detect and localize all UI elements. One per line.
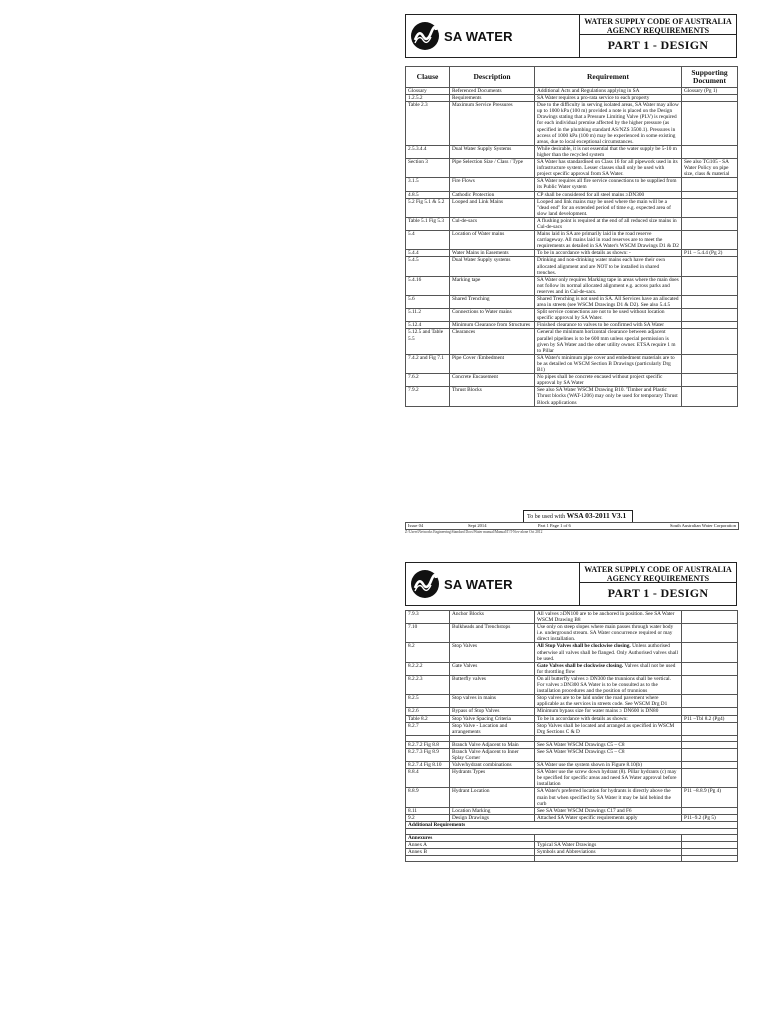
clause-cell: 8.2.5 (406, 695, 450, 708)
requirement-text: SA Water's preferred location for hydrants is directly above the main but when specified by SA Water it may be laid behind the curb (537, 788, 671, 807)
description-cell: Cul-de-sacs (450, 217, 535, 230)
description-cell: Pipe Selection Size / Class / Type (450, 159, 535, 178)
table-row (406, 276, 738, 295)
table-row (406, 322, 738, 329)
clause-cell: 8.8.9 (406, 788, 450, 807)
supporting-document-cell: See also TG105 - SA Water Policy on pipe size, class & material (682, 159, 738, 178)
additional-requirements-row (406, 821, 738, 828)
description-cell: Design Drawings (450, 814, 535, 821)
description-cell: Hydrant Location (450, 788, 535, 807)
supporting-document-cell (682, 257, 738, 276)
supporting-document-cell (682, 662, 738, 675)
table-row (406, 250, 738, 257)
supporting-document-cell: P11–9.2 (Pg 5) (682, 814, 738, 821)
supporting-document-cell (682, 387, 738, 406)
supporting-document-cell: P11 –Tbl 8.2 (Pg4) (682, 715, 738, 722)
requirement-cell (535, 231, 682, 250)
clause-cell: 5.12.5 and Table 5.5 (406, 329, 450, 354)
table-row (406, 231, 738, 250)
logo (406, 563, 580, 605)
supporting-document-cell (682, 231, 738, 250)
supporting-document-cell (682, 95, 738, 102)
clause-cell: Section 3 (406, 159, 450, 178)
requirement-cell (535, 611, 682, 624)
requirement-cell (535, 88, 682, 95)
description-cell: Looped and Link Mains (450, 198, 535, 217)
clause-cell: 9.2 (406, 814, 450, 821)
code-title: WATER SUPPLY CODE OF AUSTRALIA (584, 565, 732, 574)
table-row (406, 722, 738, 735)
logo (406, 15, 580, 57)
requirement-text: CP shall be considered for all steel mains ≥DN300 (537, 191, 645, 198)
clause-cell: 5.2 Fig 5.1 & 5.2 (406, 198, 450, 217)
requirement-cell (535, 145, 682, 158)
requirement-cell (535, 722, 682, 735)
clause-cell: 5.4.5 (406, 257, 450, 276)
requirement-text: While desirable, it is not essential that the water supply be 5-10 m higher than the recycled system (537, 145, 677, 158)
annex-doc-cell (682, 842, 738, 849)
supporting-document-cell (682, 145, 738, 158)
table-row (406, 145, 738, 158)
requirement-text: No pipes shall be concrete encased without project specific approval by SA Water (537, 374, 663, 387)
clause-cell: 8.2.2.3 (406, 675, 450, 694)
description-cell: Stop valves in mains (450, 695, 535, 708)
requirement-cell (535, 748, 682, 761)
supporting-document-cell (682, 178, 738, 191)
clause-cell: 7.4.2 and Fig 7.1 (406, 354, 450, 373)
description-cell: Marking tape (450, 276, 535, 295)
requirement-cell (535, 807, 682, 814)
use-with-label: To be used with (527, 514, 566, 520)
page-header (405, 562, 737, 606)
table-row (406, 329, 738, 354)
clause-cell: 7.6.2 (406, 374, 450, 387)
requirement-text: Use only on steep slopes where main passes through water body i.e. underground stream. SA Water concurrence required or may direct installation. (537, 624, 674, 643)
requirements-table-2 (405, 610, 738, 862)
description-cell: Fire Flows (450, 178, 535, 191)
annex-row (406, 849, 738, 856)
supporting-document-cell (682, 329, 738, 354)
supporting-document-cell (682, 217, 738, 230)
table-row (406, 309, 738, 322)
requirement-cell (535, 814, 682, 821)
description-cell: Requirements (450, 95, 535, 102)
table-row (406, 662, 738, 675)
requirement-cell (535, 95, 682, 102)
supporting-document-cell (682, 296, 738, 309)
table-header-row (406, 67, 738, 88)
description-cell: Dual Water Supply systems (450, 257, 535, 276)
requirement-text: Minimum bypass size for water mains ≥ DN600 is DN80 (537, 708, 659, 715)
use-with-code: WSA 03-2011 V3.1 (566, 511, 627, 520)
clause-cell: 8.2.2.2 (406, 662, 450, 675)
description-cell: Branch Valve Adjacent to Inner Splay Corner (450, 748, 535, 761)
supporting-document-cell: Glossary (Pg 1) (682, 88, 738, 95)
logo-text: SA WATER (444, 576, 513, 592)
annexures-row (406, 835, 738, 842)
requirement-text: Stop valves are to be laid under the road pavement where applicable as the services in streets code. See WSCM Drg D1 (537, 695, 668, 708)
document-page-1 (405, 14, 737, 534)
requirement-text: On all butterfly valves ≥ DN300 the trunnions shall be vertical. For valves ≥DN300 SA Water is to be consulted as to the installation procedures and the position of trunnions (537, 675, 671, 695)
sa-water-logo-icon (410, 569, 440, 599)
clause-cell: 7.10 (406, 624, 450, 643)
table-row (406, 788, 738, 807)
requirement-cell (535, 788, 682, 807)
description-cell: Cathodic Protection (450, 191, 535, 198)
description-cell: Pipe Cover /Embedment (450, 354, 535, 373)
description-cell: Location of Water mains (450, 231, 535, 250)
requirement-bold: All Stop Valves shall be clockwise closing. (537, 643, 631, 650)
requirement-text: See SA Water WSCM Drawings C17 and F6 (537, 807, 632, 814)
requirement-text: See SA Water WSCM Drawings C5 – C8 (537, 741, 625, 748)
clause-cell: 3.1.5 (406, 178, 450, 191)
table-row (406, 769, 738, 788)
description-cell: Branch Valve Adjacent to Main (450, 741, 535, 748)
requirement-text: Additional Acts and Regulations applying in SA (537, 88, 640, 94)
part-title: PART 1 - DESIGN (607, 586, 709, 600)
table-row (406, 296, 738, 309)
requirement-cell (535, 695, 682, 708)
annex-title-cell: Typical SA Water Drawings (535, 842, 682, 849)
table-row (406, 159, 738, 178)
description-cell: Butterfly valves (450, 675, 535, 694)
requirement-text: All valves ≥DN100 are to be anchored in position. See SA Water WSCM Drawing B8 (537, 611, 675, 624)
annex-row (406, 842, 738, 849)
requirement-text: Valves shall not be used for throttling flow (537, 662, 676, 675)
clause-cell: 5.4.16 (406, 276, 450, 295)
footer-org: South Australian Water Corporation (669, 523, 736, 528)
footer-date: Sept 2014 (468, 523, 487, 528)
agency-title: AGENCY REQUIREMENTS (606, 574, 710, 583)
description-cell: Clearances (450, 329, 535, 354)
requirement-text: Shared Trenching is not used in SA. All Services have an allocated area in streets (see WSCM Drawings D1 & D2). See also 5.4.5 (537, 296, 679, 309)
annex-clause-cell: Annex B (406, 849, 535, 856)
clause-cell: 5.11.2 (406, 309, 450, 322)
requirement-text: SA Water's minimum pipe cover and embedment materials are to be as detailed on WSCM Section B Drawings (particularly Drg B1) (537, 354, 675, 374)
footer-issue: Issue 04 (408, 523, 424, 528)
table-row (406, 95, 738, 102)
requirement-text: SA Water only requires Marking tape in areas where the main does not follow its normal allocated alignment e.g. across parks and reserves and in Cul-de-sacs. (537, 276, 679, 295)
supporting-document-cell (682, 354, 738, 373)
clause-cell: 7.9.3 (406, 611, 450, 624)
clause-cell: 5.6 (406, 296, 450, 309)
requirements-table-1 (405, 66, 738, 407)
supporting-document-cell (682, 748, 738, 761)
clause-cell: 8.2.6 (406, 708, 450, 715)
supporting-document-cell (682, 198, 738, 217)
supporting-document-cell (682, 769, 738, 788)
supporting-document-cell (682, 322, 738, 329)
clause-cell: 7.9.2 (406, 387, 450, 406)
requirement-cell (535, 354, 682, 373)
requirement-cell (535, 191, 682, 198)
clause-cell: Table 8.2 (406, 715, 450, 722)
description-cell: Shared Trenching (450, 296, 535, 309)
requirement-cell (535, 387, 682, 406)
annex-title-cell: Symbols and Abbreviations (535, 849, 682, 856)
part-title: PART 1 - DESIGN (607, 38, 709, 52)
requirement-text: Attached SA Water specific requirements apply (537, 814, 638, 821)
requirement-text: SA Water requires all fire service connections to be supplied from its Public Water system (537, 178, 677, 191)
requirement-text: Stop Valves shall be located and arranged as specified in WSCM Drg Sections C & D (537, 722, 675, 735)
requirement-text: Drinking and non-drinking water mains each have their own allocated alignment and are NOT to be installed in shared trenches. (537, 257, 665, 276)
page-footer (405, 522, 739, 530)
requirement-text: A flushing point is required at the end of all reduced size mains in Cul-de-sacs (537, 217, 677, 230)
logo-text: SA WATER (444, 28, 513, 44)
supporting-document-cell (682, 762, 738, 769)
requirement-cell (535, 762, 682, 769)
description-cell: Dual Water Supply Systems (450, 145, 535, 158)
requirement-cell (535, 708, 682, 715)
requirement-cell (535, 329, 682, 354)
description-cell: Minimum Clearance from Structures (450, 322, 535, 329)
annex-doc-cell (682, 849, 738, 856)
description-cell: Location Marking (450, 807, 535, 814)
table-row (406, 217, 738, 230)
requirement-text: Looped and link mains may be used where the main will be a "dead end" for an extended period of time e.g. expected area of slow land development. (537, 198, 671, 217)
requirement-cell (535, 217, 682, 230)
supporting-document-cell: P11 –8.8.9 (Pg 4) (682, 788, 738, 807)
supporting-document-cell (682, 708, 738, 715)
requirement-text: To be in accordance with details as shown: - (537, 250, 631, 257)
requirement-cell (535, 675, 682, 694)
footer-page: Part 1 Page 1 of 6 (538, 523, 571, 528)
table-row (406, 807, 738, 814)
description-cell: Hydrants Types (450, 769, 535, 788)
supporting-document-cell (682, 675, 738, 694)
requirement-text: SA Water has standardised on Class 16 for all pipework used in its infrastructure system. Lesser classes shall only be used with project specific approval from SA Water. (537, 159, 678, 178)
requirement-cell (535, 250, 682, 257)
table-row (406, 257, 738, 276)
supporting-document-cell (682, 309, 738, 322)
agency-title: AGENCY REQUIREMENTS (606, 26, 710, 35)
table-row (406, 191, 738, 198)
supporting-document-cell (682, 741, 738, 748)
requirement-cell (535, 296, 682, 309)
table-row (406, 624, 738, 643)
clause-cell: 8.2.7 (406, 722, 450, 735)
description-cell: Stop Valve - Location and arrangements (450, 722, 535, 735)
clause-cell: 5.12.4 (406, 322, 450, 329)
table-row (406, 198, 738, 217)
table-row (406, 387, 738, 406)
clause-cell: Table 5.1 Fig 5.3 (406, 217, 450, 230)
table-row (406, 374, 738, 387)
clause-cell: 1.2.5.2 (406, 95, 450, 102)
table-row (406, 178, 738, 191)
supporting-document-cell: P11 – 5.4.4 (Pg 2) (682, 250, 738, 257)
sa-water-logo-icon (410, 21, 440, 51)
supporting-document-cell (682, 611, 738, 624)
requirement-cell (535, 769, 682, 788)
requirement-cell (535, 624, 682, 643)
clause-cell: Table 2.3 (406, 102, 450, 146)
supporting-document-cell (682, 102, 738, 146)
clause-cell: 8.2.7.3 Fig 8.9 (406, 748, 450, 761)
description-cell: Connections to Water mains (450, 309, 535, 322)
requirement-text: SA Water use the system shown in Figure 8.10(b) (537, 762, 642, 769)
document-page-2 (405, 562, 737, 862)
table-row (406, 708, 738, 715)
description-cell: Concrete Encasement (450, 374, 535, 387)
file-path: Z:\Users\Networks Engineering\Standard Docs\Water manual\Manual\T\T-Nov-alone Oct 2012 (405, 530, 543, 534)
requirement-text: See SA Water WSCM Drawings C5 – C8 (537, 748, 625, 755)
col-requirement: Requirement (535, 67, 682, 88)
description-cell: Valve/hydrant combinations (450, 762, 535, 769)
page-header (405, 14, 737, 58)
code-title: WATER SUPPLY CODE OF AUSTRALIA (584, 17, 732, 26)
annexures-heading: Annexures (406, 835, 535, 842)
requirement-cell (535, 276, 682, 295)
description-cell: Stop Valves (450, 643, 535, 662)
table-row (406, 675, 738, 694)
supporting-document-cell (682, 695, 738, 708)
description-cell: Anchor Blocks (450, 611, 535, 624)
description-cell: Maximum Service Pressures (450, 102, 535, 146)
requirement-bold: Gate Valves shall be clockwise closing. (537, 662, 624, 669)
table-row (406, 354, 738, 373)
table-row (406, 741, 738, 748)
requirement-cell (535, 643, 682, 662)
requirement-cell (535, 322, 682, 329)
clause-cell: 2.5.3.4.4 (406, 145, 450, 158)
clause-cell: 8.2 (406, 643, 450, 662)
requirement-text: General the minimum horizontal clearance between adjacent parallel pipelines is to be 600 mm unless special permission is given by SA Water and the other utility owner. ETSA require 1 m to Pillar (537, 329, 676, 354)
supporting-document-cell (682, 191, 738, 198)
requirement-text: To be in accordance with details as shown: (537, 715, 628, 722)
table-row (406, 748, 738, 761)
description-cell: Stop Valve Spacing Criteria (450, 715, 535, 722)
table-row (406, 695, 738, 708)
col-description: Description (450, 67, 535, 88)
table-row (406, 715, 738, 722)
requirement-cell (535, 257, 682, 276)
description-cell: Bulkheads and Trenchstops (450, 624, 535, 643)
requirement-cell (535, 662, 682, 675)
supporting-document-cell (682, 276, 738, 295)
description-cell: Thrust Blocks (450, 387, 535, 406)
table-row (406, 88, 738, 95)
clause-cell: 5.4 (406, 231, 450, 250)
table-row (406, 611, 738, 624)
col-supporting-document: Supporting Document (682, 67, 738, 88)
requirement-text: Split service connections are not to be used without location specific approval by SA Water. (537, 309, 665, 322)
requirement-cell (535, 715, 682, 722)
table-row (406, 643, 738, 662)
supporting-document-cell (682, 374, 738, 387)
supporting-document-cell (682, 722, 738, 735)
table-row (406, 814, 738, 821)
clause-cell: 8.2.7.2 Fig 8.8 (406, 741, 450, 748)
requirement-cell (535, 159, 682, 178)
table-row (406, 102, 738, 146)
requirement-cell (535, 178, 682, 191)
supporting-document-cell (682, 643, 738, 662)
requirement-text: Mains laid in SA are primarily laid in the road reserve carriageway. All mains laid in road reserves are to meet the requirements as detailed in SA Water's WSCM Drawings D1 & D2 (537, 231, 679, 250)
requirement-cell (535, 374, 682, 387)
clause-cell: 8.8.4 (406, 769, 450, 788)
requirement-cell (535, 741, 682, 748)
requirement-cell (535, 309, 682, 322)
col-clause: Clause (406, 67, 450, 88)
clause-cell: Glossary (406, 88, 450, 95)
requirement-text: SA Water use the screw down hydrant (8). Pillar hydrants (c) may be specified for specific areas and need SA Water approval before installation (537, 769, 677, 788)
requirement-text: See also SA Water WSCM Drawing B10. 'Timber and Plastic Thrust blocks (WAT-1206) may only be used for temporary Thrust Block applications (537, 387, 678, 406)
description-cell: Water Mains in Easements (450, 250, 535, 257)
clause-cell: 4.8.5 (406, 191, 450, 198)
description-cell: Bypass of Stop Valves (450, 708, 535, 715)
clause-cell: 8.2.7.4 Fig 8.10 (406, 762, 450, 769)
table-row (406, 762, 738, 769)
supporting-document-cell (682, 624, 738, 643)
supporting-document-cell (682, 807, 738, 814)
requirement-cell (535, 198, 682, 217)
requirement-text: Finished clearance to valves to be confirmed with SA Water (537, 322, 665, 329)
additional-heading: Additional Requirements (406, 821, 738, 828)
requirement-text: Unless authorised otherwise all valves shall be flanged. Only Authorised valves shall be used. (537, 643, 678, 662)
description-cell: Gate Valves (450, 662, 535, 675)
description-cell: Referenced Documents (450, 88, 535, 95)
annex-clause-cell: Annex A (406, 842, 535, 849)
clause-cell: 5.4.4 (406, 250, 450, 257)
requirement-text: SA Water requires a pro-rata service to each property (537, 95, 650, 102)
requirement-text: Due to the difficulty in serving isolated areas, SA Water may allow up to 1000 kPa (100 m) provided a note is placed on the Design Drawings stating that a Pressure Limiting Valve (PLV) is required for each individual premise affected by the higher pressure (as specified in the plumbing standard AS/NZS 3500.1). Pressures in access of 1000 kPa (100 m) may be experienced in some existing areas, due to local exceptional circumstances. (537, 102, 679, 145)
requirement-cell (535, 102, 682, 146)
clause-cell: 8.11 (406, 807, 450, 814)
empty-row (406, 856, 738, 862)
